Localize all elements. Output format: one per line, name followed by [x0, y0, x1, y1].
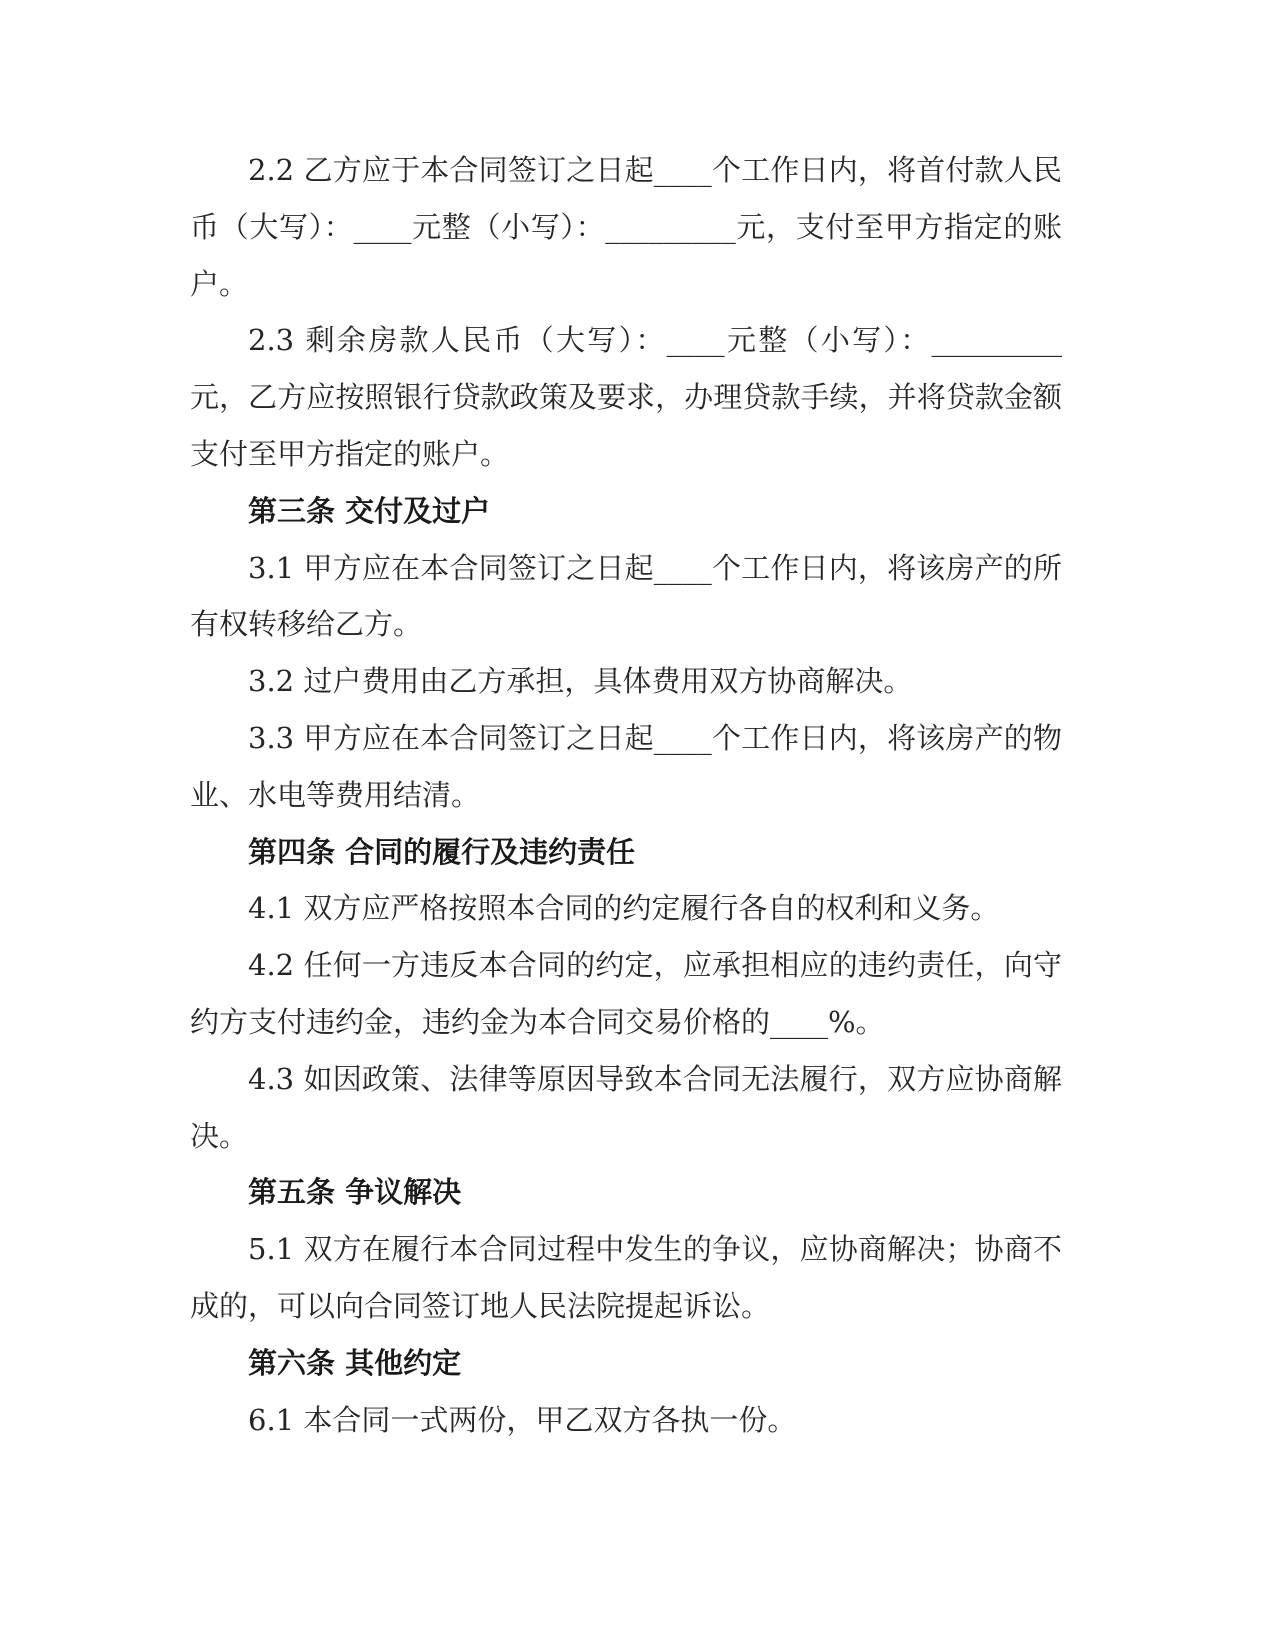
- article-5-heading: 第五条 争议解决: [248, 1175, 462, 1210]
- clause-3-1: 3.1 甲方应在本合同签订之日起____个工作日内，将该房产的所有权转移给乙方。: [190, 550, 1062, 642]
- clause-2-3: 2.3 剩余房款人民币（大写）：____元整（小写）：_________元，乙方应按照银行贷款政策及要求，办理贷款手续，并将贷款金额支付至甲方指定的账户。: [190, 323, 1062, 471]
- clause-3-3: 3.3 甲方应在本合同签订之日起____个工作日内，将该房产的物业、水电等费用结清。: [190, 720, 1062, 812]
- article-3-heading: 第三条 交付及过户: [248, 493, 491, 528]
- clause-3-2: 3.2 过户费用由乙方承担，具体费用双方协商解决。: [248, 664, 913, 699]
- article-4-heading: 第四条 合同的履行及违约责任: [248, 834, 636, 869]
- clause-6-1: 6.1 本合同一式两份，甲乙双方各执一份。: [248, 1402, 797, 1437]
- document-body: [190, 142, 1062, 1448]
- clause-4-2: 4.2 任何一方违反本合同的约定，应承担相应的违约责任，向守约方支付违约金，违约金为本合同交易价格的____%。: [190, 948, 1062, 1039]
- clause-5-1: 5.1 双方在履行本合同过程中发生的争议，应协商解决；协商不成的，可以向合同签订地人民法院提起诉讼。: [190, 1232, 1062, 1323]
- clause-2-2: 2.2 乙方应于本合同签订之日起____个工作日内，将首付款人民币（大写）：____元整（小写）：_________元，支付至甲方指定的账户。: [190, 153, 1062, 301]
- clause-4-3: 4.3 如因政策、法律等原因导致本合同无法履行，双方应协商解决。: [190, 1061, 1062, 1153]
- clause-4-1: 4.1 双方应严格按照本合同的约定履行各自的权利和义务。: [248, 891, 1000, 926]
- article-6-heading: 第六条 其他约定: [248, 1345, 462, 1380]
